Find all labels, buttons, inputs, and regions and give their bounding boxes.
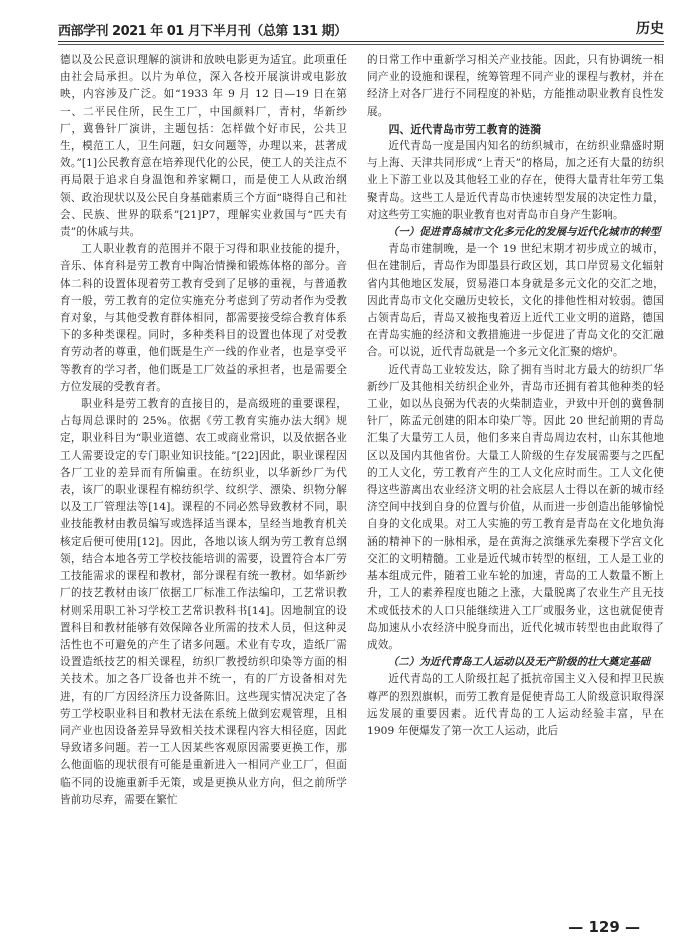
running-header: [58, 10, 664, 40]
journal-name: 西部学刊 2021 年 01 月下半月刊（总第 131 期）: [58, 24, 347, 39]
paragraph: 近代青岛工业较发达，除了拥有当时北方最大的纺织厂华新纱厂及其他相关纺织企业外，青岛市还拥有着其他种类的轻工业，如以丛良弼为代表的火柴制造业，尹致中开创的冀鲁制针厂，陈孟元创建的阳本印染厂等。因此 20 世纪前期的青岛汇集了大量劳工人员，他们多来自青岛周边农村，山东其他地区以及国内其他省份。大量工人阶级的生存发展需要与之匹配的工人文化，劳工教育产生的工人文化应时而生。工人文化使得这些游离出农业经济文明的社会底层人士得以在新的城市经济空间中找到自身的位置与价值，从而进一步创造出能够愉悦自身的文化成果。对工人实施的劳工教育是青岛在文化地负海涵的精神下的一脉相承，是在黄海之滨继承先秦稷下学宫文化交汇的文明精髓。工业是近代城市转型的枢纽，工人是工业的基本组成元件，随着工业车轮的加速，青岛的工人数量不断上升，工人的素养程度也随之上涨，大量脱离了农业生产且无技术或低技术的人口只能继续进入工厂或服务业，这也就促使青岛加速从小农经济中脱身而出，近代化城市转型也由此取得了成效。: [367, 363, 664, 651]
paragraph: 职业科是劳工教育的直接目的，是高级班的重要课程，占每周总课时的 25%。依据《劳工教育实施办法大纲》规定，职业科目为“职业道德、农工或商业常识，以及依据各业工人需要设定的专门职业知识技能。”[22]因此，职业课程因各厂工业的差异而有所偏重。在纺织业，以华新纱厂为代表，该厂的职业课程有棉纺织学、纹织学、漂染、织物分解以及工厂管理法等[14]。课程的不同必然导致教材不同，职业技能教材由教员编写或选择适当课本，呈经当地教育机关核定后便可使用[12]。因此，各地以该人纲为劳工教育总纲领，结合本地各劳工学校技能培训的需要，设置符合本厂劳工技能需求的课程和教材，部分课程有统一教材。如华新纱厂的技艺教材由该厂依据工厂标准工作法编印，工艺常识教材则采用职工补习学校工艺常识教科书[14]。因地制宜的设置科目和教材能够有效保障各业所需的技术人员，但这种灵活性也不可避免的产生了诸多问题。术业有专攻，造纸厂需设置造纸技艺的相关课程，纺织厂教授纺织印染等方面的相关技术。加之各厂设备也并不统一，有的厂方设备相对先进，有的厂方因经济压力设备陈旧。这些现实情况决定了各劳工学校职业科目和教材无法在系统上做到宏观管理，且相同产业也因设备差异导致相关技术课程内容大相径庭，因此导致诸多问题。若一工人因某些客观原因需要更换工作，那么他面临的现状很有可能是重新进入一相同产业工厂，但面临不同的设施重新手无策，或是更换从业方向，但之前所学皆前功尽弃，需要在繁忙: [60, 398, 347, 806]
right-column: [367, 52, 664, 912]
left-column: [60, 52, 347, 912]
paragraph: 青岛市建制晚，是一个 19 世纪末期才初步成立的城市，但在建制后，青岛作为即墨县行政区划，其口岸贸易文化辐射省内其他地区发展，贸易港口本身就是多元文化的交汇之地，因此青岛市文化交融历史较长，文化的排他性相对较弱。德国占领青岛后，青岛又被拖曳着迈上近代工业文明的道路，德国在青岛实施的经济和文教措施进一步促进了青岛文化的交汇融合。可以说，近代青岛就是一个多元文化汇聚的熔炉。: [367, 243, 664, 359]
paragraph: 工人职业教育的范围并不限于习得和职业技能的提升，音乐、体育科是劳工教育中陶冶情操和锻炼体格的部分。音体二科的设置体现着劳工教育受到了足够的重视，与普通教育一般，劳工教育的定位实施充分考虑到了劳动者作为受教育对象，与其他受教育群体相同，都需要接受综合教育体系下的多种类课程。同时，多种类科目的设置也体现了对受教育劳动者的尊重，他们既是生产一线的作业者，也是享受平等教育的学习者，他们既是工厂效益的承担者，也是需要全方位发展的受教育者。: [60, 243, 347, 393]
subsection-heading: （一）促进青岛城市文化多元化的发展与近代化城市的转型: [387, 226, 661, 239]
subsection-heading: （二）为近代青岛工人运动以及无产阶级的壮大奠定基础: [387, 656, 651, 669]
paragraph: 近代青岛的工人阶级扛起了抵抗帝国主义入侵和捍卫民族尊严的烈烈旗帜，而劳工教育是促使青岛工人阶级意识取得深远发展的重要因素。近代青岛的工人运动经验丰富，早在 1909 年便爆发了第一次工人运动，此后: [367, 673, 664, 737]
paragraph: 的日常工作中重新学习相关产业技能。因此，只有协调统一相同产业的设施和课程，统筹管理不同产业的课程与教材，并在经济上对各厂进行不同程度的补贴，方能推动职业教育良性发展。: [367, 54, 664, 118]
section-heading: 四、近代青岛市劳工教育的涟漪: [388, 122, 542, 136]
page-number: — 129 —: [568, 918, 640, 936]
section-label: 历史: [636, 21, 664, 37]
header-rule: [58, 41, 664, 42]
paragraph: 德以及公民意识理解的演讲和放映电影更为适宜。此项重任由社会局承担。以片为单位，深入各校开展演讲或电影放映，内容涉及广泛。如“1933 年 9 月 12 日—19 日在第一、二平民住所，民生工厂，中国颜料厂，青村，华新纱厂，冀鲁针厂演讲，主题包括：怎样做个好市民，公共卫生，模范工人，卫生问题，妇女问题等，办理以来，甚著成效。”[1]公民教育意在培养现代化的公民，使工人的关注点不再局限于追求自身温饱和养家糊口，而是使工人从政治纲领、政治现状以及公民自身基础素质三个方面“晓得自己和社会、民族、世界的联系”[21]P7，理解实业救国与“匹夫有责”的休戚与共。: [60, 54, 347, 239]
paragraph: 近代青岛一度是国内知名的纺织城市，在纺织业鼎盛时期与上海、天津共同形成“上青天”的格局，加之还有大量的纺织业上下游工业以及其他轻工业的存在，使得大量青壮年劳工集聚青岛。这些工人是近代青岛市快速转型发展的决定性力量，对这些劳工实施的职业教育也对青岛市自身产生影响。: [367, 140, 664, 221]
header-rule-thin: [58, 44, 664, 45]
